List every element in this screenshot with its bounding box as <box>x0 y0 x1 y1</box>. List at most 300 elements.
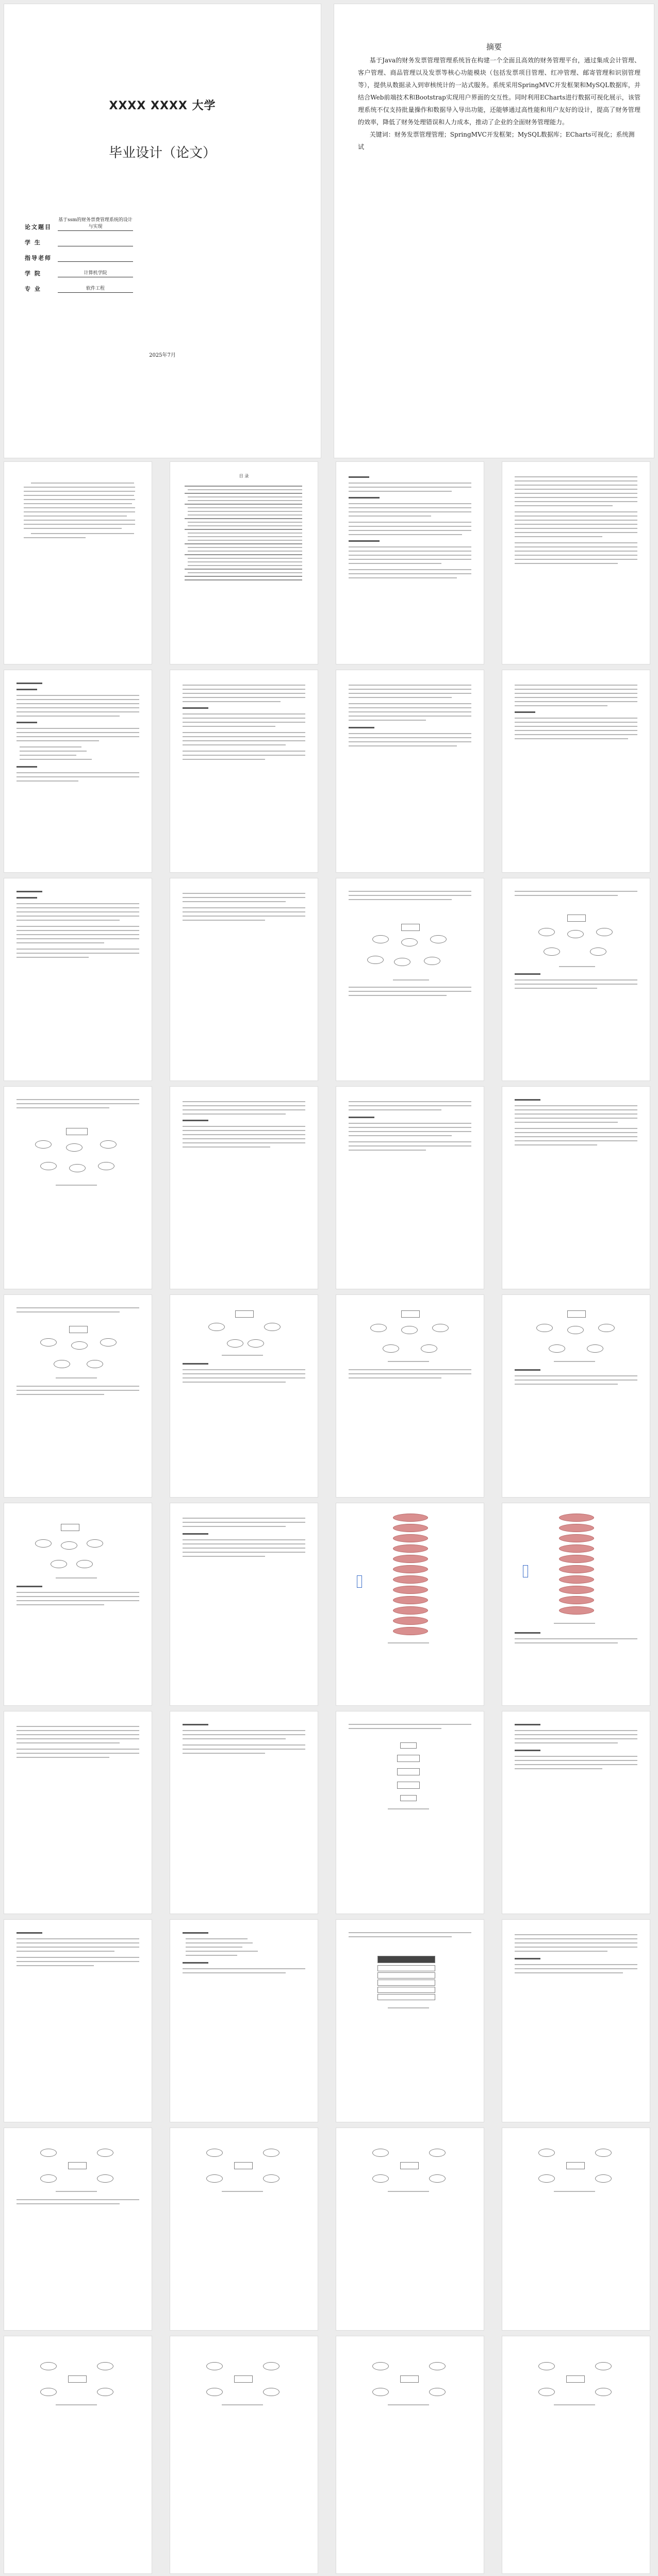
entity-box <box>566 2375 585 2383</box>
attribute-ellipse <box>429 2174 446 2183</box>
text-line-placeholder <box>188 572 302 573</box>
text-line-placeholder <box>349 891 471 892</box>
cover-label: 专 业 <box>25 286 41 292</box>
use-case-ellipse <box>393 1617 428 1625</box>
text-line-placeholder <box>515 705 607 706</box>
text-line-placeholder <box>183 718 305 719</box>
text-line-placeholder <box>349 1131 471 1132</box>
text-line-placeholder <box>515 520 637 521</box>
text-line-placeholder <box>349 511 471 512</box>
cover-label: 论文题目 <box>25 224 52 230</box>
text-line-placeholder <box>183 744 286 745</box>
entity-box <box>400 1742 417 1749</box>
entity-box <box>234 2375 253 2383</box>
attribute-ellipse <box>421 1344 437 1353</box>
entity-box <box>61 1524 79 1531</box>
attribute-ellipse <box>98 1162 114 1170</box>
text-line-placeholder <box>186 1955 237 1956</box>
text-line-placeholder <box>515 497 637 498</box>
text-line-placeholder <box>183 1962 208 1964</box>
text-line-placeholder <box>349 1369 471 1370</box>
text-line-placeholder <box>515 1105 637 1106</box>
degree-title: 毕业设计（论文） <box>108 145 216 161</box>
text-line-placeholder <box>349 1135 452 1136</box>
text-line-placeholder <box>17 1099 139 1100</box>
text-line-placeholder <box>185 493 302 494</box>
text-line-placeholder <box>515 730 637 731</box>
text-line-placeholder <box>515 532 637 533</box>
text-line-placeholder <box>515 1114 637 1115</box>
attribute-ellipse <box>538 2388 555 2396</box>
text-line-placeholder <box>31 533 134 534</box>
text-line-placeholder <box>183 759 265 760</box>
text-line-placeholder <box>349 1117 374 1118</box>
attribute-ellipse <box>100 1140 117 1149</box>
text-line-placeholder <box>515 476 637 477</box>
entity-box <box>397 1768 420 1775</box>
attribute-ellipse <box>401 938 418 946</box>
text-line-placeholder <box>186 1951 258 1952</box>
text-line-placeholder <box>17 766 37 768</box>
text-line-placeholder <box>515 1942 637 1943</box>
attribute-ellipse <box>370 1324 387 1332</box>
text-line-placeholder <box>349 540 380 542</box>
text-line-placeholder <box>185 569 302 570</box>
use-case-ellipse <box>393 1544 428 1553</box>
use-case-ellipse <box>393 1514 428 1522</box>
text-line-placeholder <box>17 780 78 782</box>
use-case-ellipse <box>393 1575 428 1584</box>
entity-box <box>69 1326 88 1333</box>
use-case-ellipse <box>559 1606 594 1615</box>
text-line-placeholder <box>188 558 302 559</box>
text-line-placeholder <box>188 489 302 490</box>
text-line-placeholder <box>349 483 471 484</box>
text-line-placeholder <box>515 973 540 975</box>
text-line-placeholder <box>349 1109 441 1110</box>
attribute-ellipse <box>595 2149 612 2157</box>
text-line-placeholder <box>17 957 89 958</box>
text-line-placeholder <box>515 489 637 490</box>
text-line-placeholder <box>17 1942 139 1943</box>
text-line-placeholder <box>17 897 37 899</box>
abstract-keywords: 关键词：财务发票管理管理；SpringMVC开发框架；MySQL数据库；ECharts可视化；系统测试 <box>358 131 635 151</box>
text-line-placeholder <box>183 901 286 902</box>
entity-box <box>400 2375 419 2383</box>
attribute-ellipse <box>206 2388 223 2396</box>
text-line-placeholder <box>183 897 305 898</box>
attribute-ellipse <box>372 2149 389 2157</box>
text-line-placeholder <box>20 751 87 752</box>
text-line-placeholder <box>188 522 302 523</box>
attribute-ellipse <box>40 2174 57 2183</box>
cover-value: 软件工程 <box>58 285 133 293</box>
text-line-placeholder <box>515 501 637 502</box>
text-line-placeholder <box>185 529 302 530</box>
attribute-ellipse <box>40 1338 57 1347</box>
text-line-placeholder <box>24 520 135 521</box>
text-line-placeholder <box>17 1753 139 1754</box>
text-line-placeholder <box>183 1130 305 1131</box>
document-page <box>502 1920 650 2122</box>
diagram-page <box>170 1295 318 1497</box>
text-line-placeholder <box>188 536 302 537</box>
attribute-ellipse <box>97 2388 113 2396</box>
text-line-placeholder <box>515 1144 597 1145</box>
text-line-placeholder <box>349 507 471 508</box>
text-line-placeholder <box>183 685 305 686</box>
text-line-placeholder <box>515 1968 637 1969</box>
text-line-placeholder <box>183 1526 286 1527</box>
diagram-page <box>502 2128 650 2330</box>
text-line-placeholder <box>17 911 139 912</box>
text-line-placeholder <box>183 1539 305 1540</box>
use-case-ellipse <box>559 1555 594 1563</box>
toc-heading: 目 录 <box>239 474 249 478</box>
attribute-ellipse <box>66 1143 83 1152</box>
text-line-placeholder <box>183 1724 208 1725</box>
text-line-placeholder <box>17 1103 139 1104</box>
text-line-placeholder <box>183 1522 305 1523</box>
text-line-placeholder <box>515 1972 623 1973</box>
abstract-page <box>334 4 654 458</box>
text-line-placeholder <box>24 495 134 496</box>
attribute-ellipse <box>40 2362 57 2370</box>
text-line-placeholder <box>183 1753 265 1754</box>
text-line-placeholder <box>183 1744 305 1746</box>
attribute-ellipse <box>538 928 555 936</box>
attribute-ellipse <box>430 935 447 943</box>
text-line-placeholder <box>349 569 471 570</box>
document-page <box>4 1711 152 1914</box>
text-line-placeholder <box>388 2191 429 2192</box>
use-case-ellipse <box>393 1606 428 1615</box>
text-line-placeholder <box>183 1138 305 1139</box>
use-case-ellipse <box>393 1534 428 1542</box>
text-line-placeholder <box>222 1355 263 1356</box>
text-line-placeholder <box>183 1377 305 1378</box>
text-line-placeholder <box>186 1942 253 1943</box>
text-line-placeholder <box>183 1738 286 1739</box>
text-line-placeholder <box>349 703 471 704</box>
attribute-ellipse <box>76 1560 93 1568</box>
text-line-placeholder <box>24 528 122 529</box>
university-name: XXXX XXXX 大学 <box>109 99 216 112</box>
text-line-placeholder <box>515 485 637 486</box>
text-line-placeholder <box>183 697 305 698</box>
text-line-placeholder <box>349 987 471 988</box>
text-line-placeholder <box>554 2191 595 2192</box>
attribute-ellipse <box>40 2149 57 2157</box>
use-case-ellipse <box>393 1586 428 1594</box>
text-line-placeholder <box>17 699 139 700</box>
architecture-diagram-page <box>336 1920 484 2122</box>
entity-box <box>401 1310 420 1318</box>
use-case-ellipse <box>559 1524 594 1532</box>
attribute-ellipse <box>538 2362 555 2370</box>
text-line-placeholder <box>349 895 471 896</box>
text-line-placeholder <box>185 576 302 577</box>
use-case-ellipse <box>393 1555 428 1563</box>
text-line-placeholder <box>515 1638 637 1639</box>
entity-box <box>400 2162 419 2169</box>
text-line-placeholder <box>515 895 618 896</box>
cover-value <box>58 260 133 262</box>
cover-label: 指导老师 <box>25 255 52 261</box>
text-line-placeholder <box>31 483 134 484</box>
cover-label: 学 院 <box>25 270 41 277</box>
text-line-placeholder <box>349 716 471 717</box>
text-line-placeholder <box>20 746 81 747</box>
text-line-placeholder <box>183 1105 305 1106</box>
entity-box <box>377 1972 435 1979</box>
text-line-placeholder <box>17 942 104 943</box>
text-line-placeholder <box>56 2191 97 2192</box>
entity-box <box>68 2375 87 2383</box>
document-page <box>502 670 650 872</box>
attribute-ellipse <box>263 2388 279 2396</box>
text-line-placeholder <box>183 1134 305 1135</box>
text-line-placeholder <box>515 1375 637 1376</box>
text-line-placeholder <box>515 1132 637 1133</box>
text-line-placeholder <box>349 1150 426 1151</box>
document-page <box>502 1087 650 1289</box>
text-line-placeholder <box>17 891 42 892</box>
attribute-ellipse <box>590 948 606 956</box>
document-page <box>502 1711 650 1914</box>
entity-box <box>567 1310 586 1318</box>
use-case-ellipse <box>559 1596 594 1604</box>
attribute-ellipse <box>51 1560 67 1568</box>
text-line-placeholder <box>515 559 637 560</box>
text-line-placeholder <box>349 1145 471 1146</box>
attribute-ellipse <box>538 2149 555 2157</box>
attribute-ellipse <box>248 1339 264 1348</box>
text-line-placeholder <box>56 2404 97 2405</box>
text-line-placeholder <box>349 707 471 708</box>
cover-value: 计算机学院 <box>58 269 133 277</box>
text-line-placeholder <box>515 1136 637 1137</box>
cover-row-advisor <box>25 246 133 262</box>
text-line-placeholder <box>349 1936 452 1937</box>
attribute-ellipse <box>35 1140 52 1149</box>
document-page <box>170 1711 318 1914</box>
attribute-ellipse <box>87 1360 103 1368</box>
text-line-placeholder <box>17 907 139 908</box>
entity-box <box>66 1128 88 1135</box>
text-line-placeholder <box>24 516 127 517</box>
cover-value: 基于ssm的财务票费管理系统的设计与实现 <box>58 216 133 231</box>
text-line-placeholder <box>17 683 42 684</box>
document-page <box>170 670 318 872</box>
text-line-placeholder <box>515 1760 637 1761</box>
text-line-placeholder <box>185 486 302 487</box>
text-line-placeholder <box>183 1734 305 1735</box>
text-line-placeholder <box>515 1128 637 1129</box>
document-page <box>170 1920 318 2122</box>
document-page <box>4 1920 152 2122</box>
text-line-placeholder <box>515 693 637 694</box>
text-line-placeholder <box>515 1380 637 1381</box>
text-line-placeholder <box>349 491 452 492</box>
text-line-placeholder <box>17 949 139 950</box>
text-line-placeholder <box>188 540 302 541</box>
attribute-ellipse <box>549 1344 565 1353</box>
text-line-placeholder <box>349 1728 441 1729</box>
use-case-ellipse <box>393 1565 428 1573</box>
text-line-placeholder <box>349 559 471 560</box>
text-line-placeholder <box>17 1586 42 1587</box>
text-line-placeholder <box>349 555 471 556</box>
text-line-placeholder <box>17 711 139 712</box>
text-line-placeholder <box>17 938 139 939</box>
text-line-placeholder <box>393 979 429 980</box>
text-line-placeholder <box>515 979 637 980</box>
document-page <box>170 1503 318 1705</box>
text-line-placeholder <box>17 695 139 696</box>
document-page <box>336 1087 484 1289</box>
text-line-placeholder <box>17 2199 139 2200</box>
text-line-placeholder <box>17 1957 139 1958</box>
text-line-placeholder <box>349 727 374 728</box>
text-line-placeholder <box>515 1734 637 1735</box>
text-line-placeholder <box>17 772 139 773</box>
text-line-placeholder <box>183 1533 208 1535</box>
attribute-ellipse <box>372 2388 389 2396</box>
text-line-placeholder <box>188 551 302 552</box>
diagram-page <box>502 878 650 1081</box>
text-line-placeholder <box>17 736 139 737</box>
diagram-page <box>336 2128 484 2330</box>
text-line-placeholder <box>183 1552 305 1553</box>
text-line-placeholder <box>515 1140 637 1141</box>
text-line-placeholder <box>183 1120 208 1121</box>
text-line-placeholder <box>183 1373 305 1374</box>
text-line-placeholder <box>17 689 37 690</box>
text-line-placeholder <box>188 533 302 534</box>
text-line-placeholder <box>515 984 637 985</box>
text-line-placeholder <box>515 1951 607 1952</box>
text-line-placeholder <box>515 1118 637 1119</box>
attribute-ellipse <box>40 2388 57 2396</box>
text-line-placeholder <box>183 1972 286 1973</box>
text-line-placeholder <box>515 1964 637 1965</box>
text-line-placeholder <box>349 899 452 900</box>
text-line-placeholder <box>17 1311 120 1312</box>
text-line-placeholder <box>183 701 281 702</box>
text-line-placeholder <box>24 503 132 504</box>
text-line-placeholder <box>183 1749 305 1750</box>
text-line-placeholder <box>515 697 637 698</box>
text-line-placeholder <box>183 726 275 727</box>
text-line-placeholder <box>349 1127 471 1128</box>
text-line-placeholder <box>188 496 302 497</box>
text-line-placeholder <box>515 551 637 552</box>
attribute-ellipse <box>372 935 389 943</box>
diagram-page <box>4 1295 152 1497</box>
text-line-placeholder <box>349 737 471 738</box>
text-line-placeholder <box>56 1577 97 1578</box>
diagram-page <box>4 2128 152 2330</box>
text-line-placeholder <box>185 504 302 505</box>
text-line-placeholder <box>24 491 135 492</box>
text-line-placeholder <box>17 732 139 733</box>
text-line-placeholder <box>24 511 135 512</box>
actor-icon <box>357 1575 362 1588</box>
attribute-ellipse <box>71 1341 88 1350</box>
cover-row-title <box>25 215 133 231</box>
text-line-placeholder <box>349 551 471 552</box>
attribute-ellipse <box>429 2149 446 2157</box>
text-line-placeholder <box>17 1592 139 1593</box>
text-line-placeholder <box>56 1185 97 1186</box>
cover-page <box>4 4 321 458</box>
attribute-ellipse <box>61 1541 77 1550</box>
text-line-placeholder <box>349 534 462 535</box>
text-line-placeholder <box>183 1543 305 1544</box>
text-line-placeholder <box>183 1548 305 1549</box>
text-line-placeholder <box>515 891 637 892</box>
use-case-ellipse <box>559 1544 594 1553</box>
entity-box <box>377 1965 435 1971</box>
text-line-placeholder <box>515 480 637 481</box>
text-line-placeholder <box>17 1757 109 1758</box>
text-line-placeholder <box>515 1934 637 1935</box>
attribute-ellipse <box>424 957 440 965</box>
attribute-ellipse <box>40 1162 57 1170</box>
text-line-placeholder <box>349 577 457 578</box>
text-line-placeholder <box>17 1596 139 1597</box>
text-line-placeholder <box>185 518 302 519</box>
attribute-ellipse <box>35 1539 52 1548</box>
text-line-placeholder <box>17 1932 42 1934</box>
attribute-ellipse <box>87 1539 103 1548</box>
text-line-placeholder <box>388 1361 429 1362</box>
attribute-ellipse <box>227 1339 243 1348</box>
text-line-placeholder <box>17 1307 139 1308</box>
text-line-placeholder <box>349 476 369 478</box>
entity-box <box>377 1987 435 1993</box>
text-line-placeholder <box>349 1377 441 1378</box>
text-line-placeholder <box>183 907 305 908</box>
text-line-placeholder <box>349 697 452 698</box>
attribute-ellipse <box>263 2362 279 2370</box>
entity-box <box>401 924 420 931</box>
text-line-placeholder <box>554 1361 595 1362</box>
attribute-ellipse <box>372 2362 389 2370</box>
attribute-ellipse <box>595 2388 612 2396</box>
text-line-placeholder <box>515 726 637 727</box>
text-line-placeholder <box>20 755 76 756</box>
text-line-placeholder <box>183 736 305 737</box>
text-line-placeholder <box>349 546 471 547</box>
abstract-heading: 摘要 <box>486 42 502 52</box>
cover-value <box>58 245 133 246</box>
text-line-placeholder <box>515 1369 540 1371</box>
text-line-placeholder <box>183 1363 208 1365</box>
text-line-placeholder <box>17 776 139 777</box>
diagram-page <box>170 2336 318 2573</box>
text-line-placeholder <box>515 738 628 739</box>
english-abstract-page <box>4 462 152 664</box>
text-line-placeholder <box>515 1724 540 1725</box>
text-line-placeholder <box>559 966 595 967</box>
text-line-placeholder <box>17 1951 114 1952</box>
text-line-placeholder <box>183 1146 270 1148</box>
text-line-placeholder <box>17 1386 139 1387</box>
text-line-placeholder <box>349 1373 471 1374</box>
attribute-ellipse <box>264 1323 281 1331</box>
